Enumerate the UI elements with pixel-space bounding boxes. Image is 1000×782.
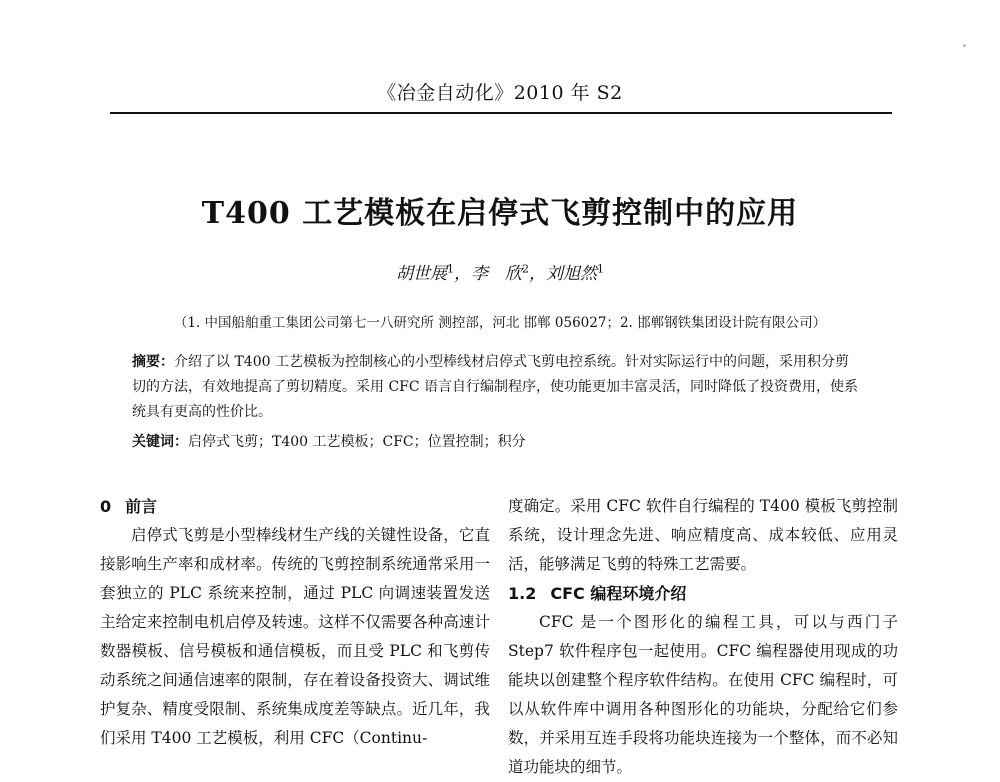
section-title: CFC 编程环境介绍 bbox=[550, 584, 687, 603]
keywords-label: 关键词： bbox=[132, 434, 188, 450]
right-column bbox=[508, 492, 898, 782]
author-name: 李 欣 bbox=[471, 264, 522, 284]
header-rule bbox=[110, 112, 892, 114]
author-separator: ， bbox=[529, 264, 546, 284]
abstract-label: 摘要： bbox=[132, 354, 174, 370]
author-name: 刘旭然 bbox=[546, 264, 597, 284]
body-paragraph: CFC 是一个图形化的编程工具，可以与西门子 Step7 软件程序包一起使用。CFC 编程器使用现成的功能块以创建整个程序软件结构。在使用 CFC 编程时，可以从软件库中调用各种图形化的功能块，分配给它们参数，并采用互连手段将功能块连接为一个整体，而不必知道功能块的细节。 bbox=[508, 613, 898, 776]
scan-speck bbox=[963, 44, 966, 47]
section-number: 0 bbox=[100, 497, 112, 516]
running-header: 《冶金自动化》2010 年 S2 bbox=[377, 82, 623, 104]
paper-title: T400 工艺模板在启停式飞剪控制中的应用 bbox=[201, 196, 799, 231]
body-paragraph-continuation: 度确定。采用 CFC 软件自行编程的 T400 模板飞剪控制系统，设计理念先进、响应精度高、成本较低、应用灵活，能够满足飞剪的特殊工艺需要。 bbox=[508, 497, 898, 573]
affiliation: （1. 中国船舶重工集团公司第七一八研究所 测控部，河北 邯郸 056027；2. 邯郸钢铁集团设计院有限公司） bbox=[173, 315, 827, 331]
keywords-text: 启停式飞剪；T400 工艺模板；CFC；位置控制；积分 bbox=[188, 434, 526, 450]
author-affiliation-mark: 1 bbox=[597, 262, 604, 276]
author-name: 胡世展 bbox=[396, 264, 447, 284]
author-affiliation-mark: 1 bbox=[447, 262, 454, 276]
left-column bbox=[100, 492, 490, 753]
abstract-text: 介绍了以 T400 工艺模板为控制核心的小型棒线材启停式飞剪电控系统。针对实际运行中的问题，采用积分剪切的方法，有效地提高了剪切精度。采用 CFC 语言自行编制程序，使功能更加丰富灵活，同时降低了投资费用，使系统具有更高的性价比。 bbox=[132, 354, 859, 420]
author-affiliation-mark: 2 bbox=[522, 262, 529, 276]
abstract bbox=[132, 350, 862, 425]
section-heading bbox=[508, 579, 898, 608]
section-heading bbox=[100, 492, 490, 521]
section-number: 1.2 bbox=[508, 584, 537, 603]
author-separator: ， bbox=[454, 264, 471, 284]
author-list bbox=[0, 259, 1000, 284]
keywords bbox=[132, 430, 862, 455]
body-paragraph: 启停式飞剪是小型棒线材生产线的关键性设备，它直接影响生产率和成材率。传统的飞剪控制系统通常采用一套独立的 PLC 系统来控制，通过 PLC 向调速装置发送主给定来控制电机启停及转速。这样不仅需要各种高速计数器模板、信号模板和通信模板，而且受 PLC 和飞剪传动系统之间通信速率的限制，存在着设备投资大、调试维护复杂、精度受限制、系统集成度差等缺点。近几年，我们采用 T400 工艺模板，利用 CFC（Continu- bbox=[100, 526, 490, 747]
section-title: 前言 bbox=[125, 497, 158, 516]
